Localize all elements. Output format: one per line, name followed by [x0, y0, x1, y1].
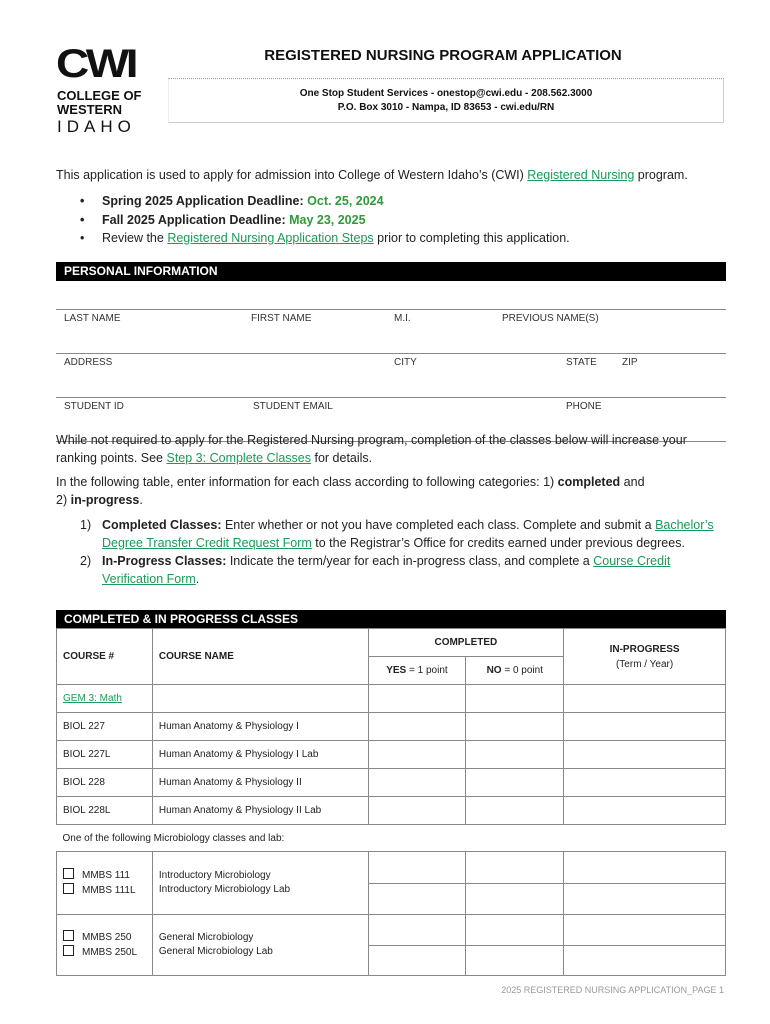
micro-note-row — [57, 825, 726, 852]
in-progress-cell[interactable] — [564, 915, 726, 946]
no-cell[interactable] — [466, 741, 564, 769]
course-name-cell: Human Anatomy & Physiology II — [152, 769, 368, 797]
name-row[interactable] — [56, 309, 726, 353]
first-name-label: FIRST NAME — [251, 313, 312, 324]
item2-text: Indicate the term/year for each in-progress class, and complete a — [226, 554, 594, 568]
intro-text-after: program. — [634, 168, 688, 182]
spring-deadline — [80, 192, 570, 211]
table-row — [57, 769, 726, 797]
completed-header: COMPLETED — [368, 629, 564, 657]
mmbs250l-label: MMBS 250L — [82, 947, 138, 958]
intro-micro-name: Introductory Microbiology — [158, 870, 271, 881]
item1-text: Enter whether or not you have completed each class. Complete and submit a — [221, 518, 656, 532]
yes-header — [368, 657, 466, 685]
no-cell[interactable] — [466, 852, 564, 884]
yes-cell[interactable] — [368, 945, 466, 976]
checkbox-icon[interactable] — [63, 868, 74, 879]
phone-label: PHONE — [566, 401, 602, 412]
previous-names-label: PREVIOUS NAME(S) — [502, 313, 599, 324]
no-cell[interactable] — [466, 797, 564, 825]
fall-label: Fall 2025 Application Deadline: — [102, 212, 290, 227]
intro-text: This application is used to apply for admission into College of Western Idaho’s (CWI) — [56, 168, 528, 182]
in-progress-cell[interactable] — [564, 769, 726, 797]
yes-cell[interactable] — [368, 685, 466, 713]
spring-date: Oct. 25, 2024 — [307, 194, 384, 208]
table-row — [57, 797, 726, 825]
cwi-logo-mark: CWI — [56, 42, 136, 86]
student-email-label: STUDENT EMAIL — [253, 401, 333, 412]
page-title: REGISTERED NURSING PROGRAM APPLICATION — [264, 47, 622, 64]
address-row[interactable] — [56, 353, 726, 397]
in-progress-cell[interactable] — [564, 945, 726, 976]
checkbox-icon[interactable] — [63, 945, 74, 956]
course-name-header: COURSE NAME — [152, 629, 368, 685]
no-cell[interactable] — [466, 713, 564, 741]
classes-heading: COMPLETED & IN PROGRESS CLASSES — [56, 610, 726, 629]
in-progress-header — [564, 629, 726, 685]
mmbs111l-option[interactable] — [63, 883, 146, 898]
instructions-text: In the following table, enter information for each class according to following categories: 1) — [56, 475, 558, 489]
address-label: ADDRESS — [64, 357, 113, 368]
course-number-cell: BIOL 228 — [57, 769, 153, 797]
no-cell[interactable] — [466, 945, 564, 976]
classes-info-line1: While not required to apply for the Registered Nursing program, completion of the classes below will increase your — [56, 433, 687, 447]
course-name-cell: Human Anatomy & Physiology I Lab — [152, 741, 368, 769]
table-row — [57, 713, 726, 741]
contact-line-2: P.O. Box 3010 - Nampa, ID 83653 - cwi.edu/RN — [337, 102, 555, 113]
personal-info-grid — [56, 309, 726, 442]
general-micro-name: General Microbiology — [158, 932, 254, 943]
fall-deadline — [80, 211, 570, 230]
mmbs250-option[interactable] — [63, 930, 146, 945]
fall-date: May 23, 2025 — [289, 212, 366, 227]
yes-cell[interactable] — [368, 883, 466, 915]
spring-label: Spring 2025 Application Deadline: — [102, 194, 308, 208]
general-micro-lab-name: General Microbiology Lab — [158, 946, 273, 957]
course-name-cell: Human Anatomy & Physiology II Lab — [152, 797, 368, 825]
intro-paragraph — [56, 166, 688, 184]
in-progress-cell[interactable] — [564, 883, 726, 915]
yes-label: YES — [386, 665, 407, 676]
mmbs111-option[interactable] — [63, 868, 146, 883]
course-number-cell: BIOL 227L — [57, 741, 153, 769]
contact-box — [168, 78, 724, 123]
mmbs111l-label: MMBS 111L — [82, 885, 136, 896]
item-completed — [80, 516, 730, 552]
checkbox-icon[interactable] — [63, 930, 74, 941]
course-name-cell: Human Anatomy & Physiology I — [152, 713, 368, 741]
table-header-row-1 — [57, 629, 726, 657]
and-text: and — [620, 475, 645, 489]
course-name-cell — [152, 685, 368, 713]
micro-names-2 — [152, 915, 368, 976]
review-before: Review the — [102, 231, 168, 245]
in-progress-cell[interactable] — [564, 713, 726, 741]
personal-info-heading: PERSONAL INFORMATION — [56, 262, 726, 281]
no-header — [466, 657, 564, 685]
course-credit-link[interactable]: Course Credit — [593, 554, 671, 568]
for-details-text: for details. — [311, 451, 373, 465]
no-cell[interactable] — [466, 769, 564, 797]
item2-label: In-Progress Classes: — [102, 554, 227, 568]
table-row — [57, 685, 726, 713]
last-name-label: LAST NAME — [64, 313, 121, 324]
logo-western: WESTERN — [57, 102, 122, 117]
zip-label: ZIP — [622, 357, 638, 368]
in-progress-cell[interactable] — [564, 685, 726, 713]
course-number-header: COURSE # — [57, 629, 153, 685]
term-year-label: (Term / Year) — [615, 658, 674, 670]
course-number-cell: BIOL 227 — [57, 713, 153, 741]
no-label: NO — [486, 665, 502, 676]
item1-after: to the Registrar’s Office for credits earned under previous degrees. — [311, 536, 685, 550]
micro-note: One of the following Microbiology classes and lab: — [62, 832, 285, 844]
gem-math-cell — [57, 685, 153, 713]
in-progress-cell[interactable] — [564, 741, 726, 769]
no-cell[interactable] — [466, 915, 564, 946]
micro-row-1a — [57, 852, 726, 884]
checkbox-icon[interactable] — [63, 883, 74, 894]
transfer-form-link[interactable]: Degree Transfer Credit Request Form — [102, 536, 312, 550]
intro-micro-lab-name: Introductory Microbiology Lab — [158, 884, 291, 895]
review-steps — [80, 229, 570, 248]
item2-num: 2) — [80, 554, 92, 568]
classes-table — [56, 628, 726, 976]
state-label: STATE — [566, 357, 597, 368]
in-progress-cell[interactable] — [564, 852, 726, 884]
num-2: 2) — [56, 493, 71, 507]
yes-cell[interactable] — [368, 713, 466, 741]
item1-num: 1) — [80, 518, 92, 532]
application-steps-link[interactable]: Registered Nursing Application Steps — [167, 231, 374, 245]
table-row — [57, 741, 726, 769]
yes-cell[interactable] — [368, 852, 466, 884]
verification-form-link[interactable]: Verification Form — [102, 572, 196, 586]
no-points: = 0 point — [501, 665, 543, 676]
city-label: CITY — [394, 357, 417, 368]
micro-names-1 — [152, 852, 368, 915]
item2-after: . — [195, 572, 200, 586]
micro-options-2 — [57, 915, 153, 976]
mi-label: M.I. — [394, 313, 411, 324]
yes-cell[interactable] — [368, 769, 466, 797]
review-after: prior to completing this application. — [373, 231, 570, 245]
classes-info-line2 — [56, 449, 728, 467]
item1-label: Completed Classes: — [102, 518, 222, 532]
yes-points: = 1 point — [406, 665, 448, 676]
contact-line-1: One Stop Student Services - onestop@cwi.edu - 208.562.3000 — [299, 88, 593, 99]
item-in-progress — [80, 552, 730, 588]
yes-cell[interactable] — [368, 741, 466, 769]
table-instructions — [56, 473, 728, 509]
yes-cell[interactable] — [368, 915, 466, 946]
see-text: ranking points. See — [56, 451, 167, 465]
yes-cell[interactable] — [368, 797, 466, 825]
mmbs111-label: MMBS 111 — [82, 870, 130, 881]
no-cell[interactable] — [466, 883, 564, 915]
mmbs250-label: MMBS 250 — [82, 932, 132, 943]
period: . — [139, 493, 143, 507]
step3-link[interactable]: Step 3: Complete Classes — [166, 451, 312, 465]
micro-row-2a — [57, 915, 726, 946]
logo-idaho: IDAHO — [57, 117, 136, 136]
course-number-cell: BIOL 228L — [57, 797, 153, 825]
mmbs250l-option[interactable] — [63, 945, 146, 960]
gem-math-link[interactable]: GEM 3: Math — [63, 693, 122, 704]
in-progress-term: in-progress — [70, 493, 140, 507]
numbered-list — [80, 516, 730, 588]
instructions-line1 — [56, 473, 728, 491]
micro-options-1 — [57, 852, 153, 915]
in-progress-cell[interactable] — [564, 797, 726, 825]
classes-info-paragraph — [56, 431, 728, 467]
page-footer: 2025 REGISTERED NURSING APPLICATION_PAGE 1 — [501, 985, 724, 995]
bachelors-link[interactable]: Bachelor’s — [655, 518, 714, 532]
logo-college-of: COLLEGE OF — [57, 88, 142, 103]
instructions-line2 — [56, 491, 728, 509]
registered-nursing-link[interactable]: Registered Nursing — [527, 168, 635, 182]
student-id-label: STUDENT ID — [64, 401, 124, 412]
no-cell[interactable] — [466, 685, 564, 713]
completed-term: completed — [557, 475, 621, 489]
deadline-list — [80, 192, 570, 248]
in-progress-label: IN-PROGRESS — [609, 643, 680, 655]
